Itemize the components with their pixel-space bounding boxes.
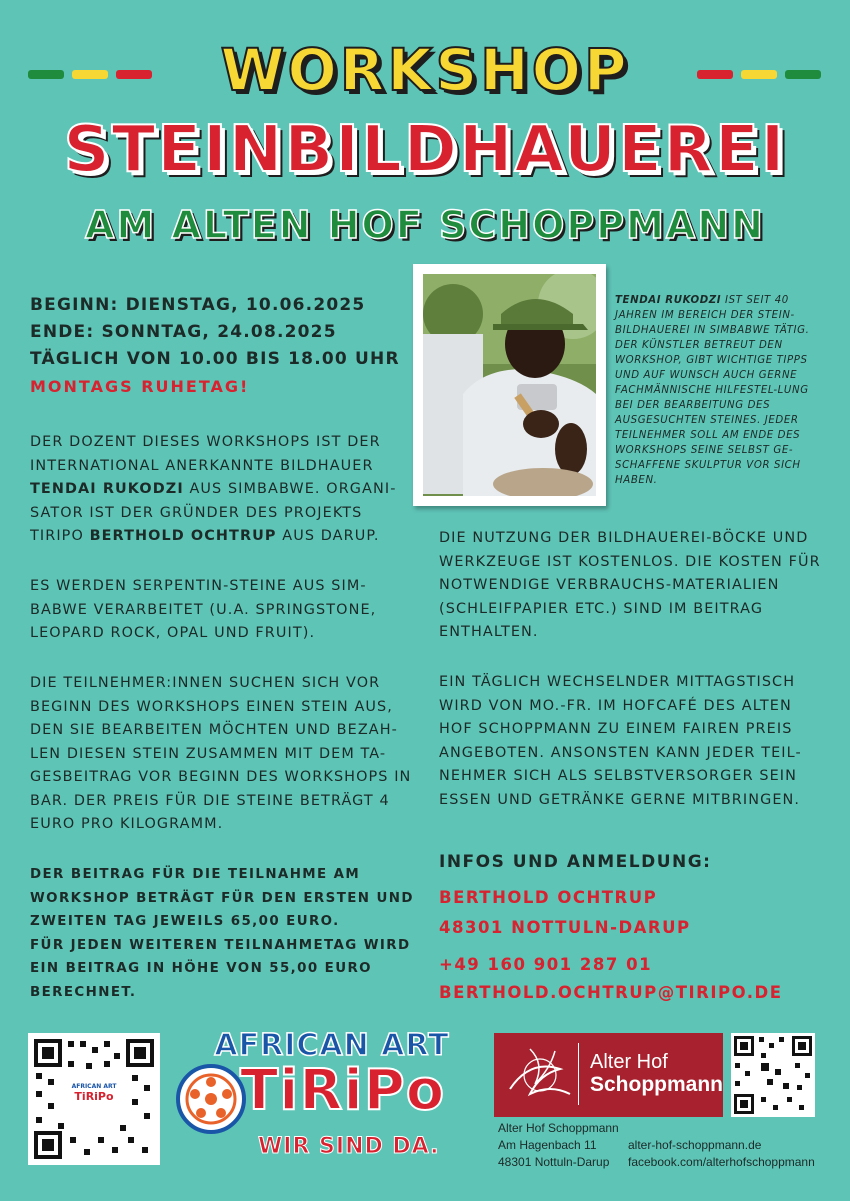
hof-logo-line1: Alter Hof — [590, 1051, 668, 1073]
contact-email[interactable]: BERTHOLD.OCHTRUP@TIRIPO.DE — [439, 983, 783, 1002]
teacher-name: TENDAI RUKODZI — [30, 481, 184, 497]
hof-qr-code[interactable] — [731, 1033, 815, 1117]
paragraph-stones: ES WERDEN SERPENTIN-STEINE AUS SIM-BABWE VERARBEITET (U.A. SPRINGSTONE, LEOPARD ROCK, OPAL UND FRUIT). — [30, 578, 377, 641]
dates-block — [30, 292, 410, 400]
tiripo-qr-code[interactable] — [28, 1033, 160, 1165]
title-workshop: WORKSHOP — [220, 36, 630, 104]
logo-divider — [578, 1043, 579, 1105]
hof-links — [628, 1137, 815, 1171]
contact-city: 48301 NOTTULN-DARUP — [439, 918, 691, 937]
fee-further-days: FÜR JEDEN WEITEREN TEILNAHMETAG WIRD EIN BEITRAG IN HÖHE VON 55,00 EURO BERECHNET. — [30, 937, 411, 1000]
african-art-label: AFRICAN ART — [214, 1028, 450, 1063]
title-location: AM ALTEN HOF SCHOPPMANN — [85, 203, 765, 247]
fee-first-days: DER BEITRAG FÜR DIE TEILNAHME AM WORKSHOP BETRÄGT FÜR DEN ERSTEN UND ZWEITEN TAG JEWEILS 65,00 EURO. — [30, 867, 414, 929]
contact-phone[interactable]: +49 160 901 287 01 — [439, 955, 653, 974]
hof-logo-line2: Schoppmann — [590, 1073, 724, 1096]
qr-center-label-brand: TiRiPo — [74, 1090, 114, 1103]
photo-frame — [413, 264, 606, 506]
hof-address-city: 48301 Nottuln-Darup — [498, 1155, 610, 1169]
tiripo-emblem-icon — [176, 1064, 246, 1134]
qr-pattern-right-icon — [731, 1033, 815, 1117]
paragraph-teacher-text-a: DER DOZENT DIESES WORKSHOPS IST DER INTERNATIONAL ANERKANNTE BILDHAUER — [30, 434, 381, 474]
caption-text: IST SEIT 40 JAHREN IM BEREICH DER STEIN-BILDHAUEREI IN SIMBABWE TÄTIG. DER KÜNSTLER BETREUT DEN WORKSHOP, GIBT WICHTIGE TIPPS UND AUF WUNSCH AUCH GERNE FACHMÄNNISCHE HILFESTEL-LUNG BEI DER BEARBEITUNG DES AUSGESUCHTEN STEINES. JEDER TEILNEHMER SOLL AM ENDE DES WORKSHOPS SEINE SELBST GE-SCHAFFENE SKULPTUR VOR SICH HABEN. — [615, 295, 810, 486]
caption-name: TENDAI RUKODZI — [615, 295, 722, 306]
paragraph-tools: DIE NUTZUNG DER BILDHAUEREI-BÖCKE UND WERKZEUGE IST KOSTENLOS. DIE KOSTEN FÜR NOTWENDIGE VERBRAUCHS-MATERIALIEN (SCHLEIFPAPIER ETC.) SIND IM BEITRAG ENTHALTEN. — [439, 530, 821, 640]
paragraph-participants: DIE TEILNEHMER:INNEN SUCHEN SICH VOR BEGINN DES WORKSHOPS EINEN STEIN AUS, DEN SIE BEARBEITEN MÖCHTEN UND BEZAH-LEN DIESEN STEIN ZUSAMMEN MIT DEM TA-GESBEITRAG VOR BEGINN DES WORKSHOPS IN BAR. DER PREIS FÜR DIE STEINE BETRÄGT 4 EURO PRO KILOGRAMM. — [30, 675, 412, 832]
photo-caption — [615, 293, 830, 488]
title-steinbildhauerei: STEINBILDHAUEREI — [63, 113, 787, 187]
hof-address — [498, 1120, 619, 1171]
date-end: ENDE: SONNTAG, 24.08.2025 — [30, 322, 337, 342]
tiripo-brand: TiRiPo — [240, 1058, 446, 1123]
hof-facebook-link[interactable]: facebook.com/alterhofschoppmann — [628, 1155, 815, 1169]
contact-heading: INFOS UND ANMELDUNG: — [439, 852, 712, 872]
date-daily: TÄGLICH VON 10.00 BIS 18.00 UHR — [30, 349, 400, 369]
paragraph-fee — [30, 863, 415, 1004]
paragraph-lunch: EIN TÄGLICH WECHSELNDER MITTAGSTISCH WIRD VON MO.-FR. IM HOFCAFÉ DES ALTEN HOF SCHOPPMANN ZU EINEM FAIREN PREIS ANGEBOTEN. ANSONSTEN KANN JEDER TEIL-NEHMER SICH ALS SELBSTVERSORGER SEIN ESSEN UND GETRÄNKE GERNE MITBRINGEN. — [439, 674, 802, 808]
qr-center-logo — [68, 1077, 120, 1121]
date-closed: MONTAGS RUHETAG! — [30, 377, 250, 396]
paragraph-teacher — [30, 431, 415, 549]
qr-center-label-top: AFRICAN ART — [71, 1083, 117, 1090]
hof-address-name: Alter Hof Schoppmann — [498, 1121, 619, 1135]
hof-address-street: Am Hagenbach 11 — [498, 1138, 597, 1152]
hof-website-link[interactable]: alter-hof-schoppmann.de — [628, 1138, 762, 1152]
sculptor-photo — [423, 274, 596, 496]
paragraph-teacher-text-b: AUS SIMBABWE. ORGANI-SATOR IST DER GRÜNDER DES PROJEKTS TIRIPO — [30, 481, 397, 544]
paragraph-teacher-text-c: AUS DARUP. — [276, 528, 380, 544]
hof-schoppmann-logo — [494, 1033, 723, 1117]
hof-emblem-icon — [500, 1039, 580, 1111]
date-begin: BEGINN: DIENSTAG, 10.06.2025 — [30, 295, 366, 315]
contact-name: BERTHOLD OCHTRUP — [439, 888, 658, 907]
organizer-name: BERTHOLD OCHTRUP — [89, 528, 277, 544]
tiripo-slogan: WIR SIND DA. — [258, 1134, 440, 1159]
